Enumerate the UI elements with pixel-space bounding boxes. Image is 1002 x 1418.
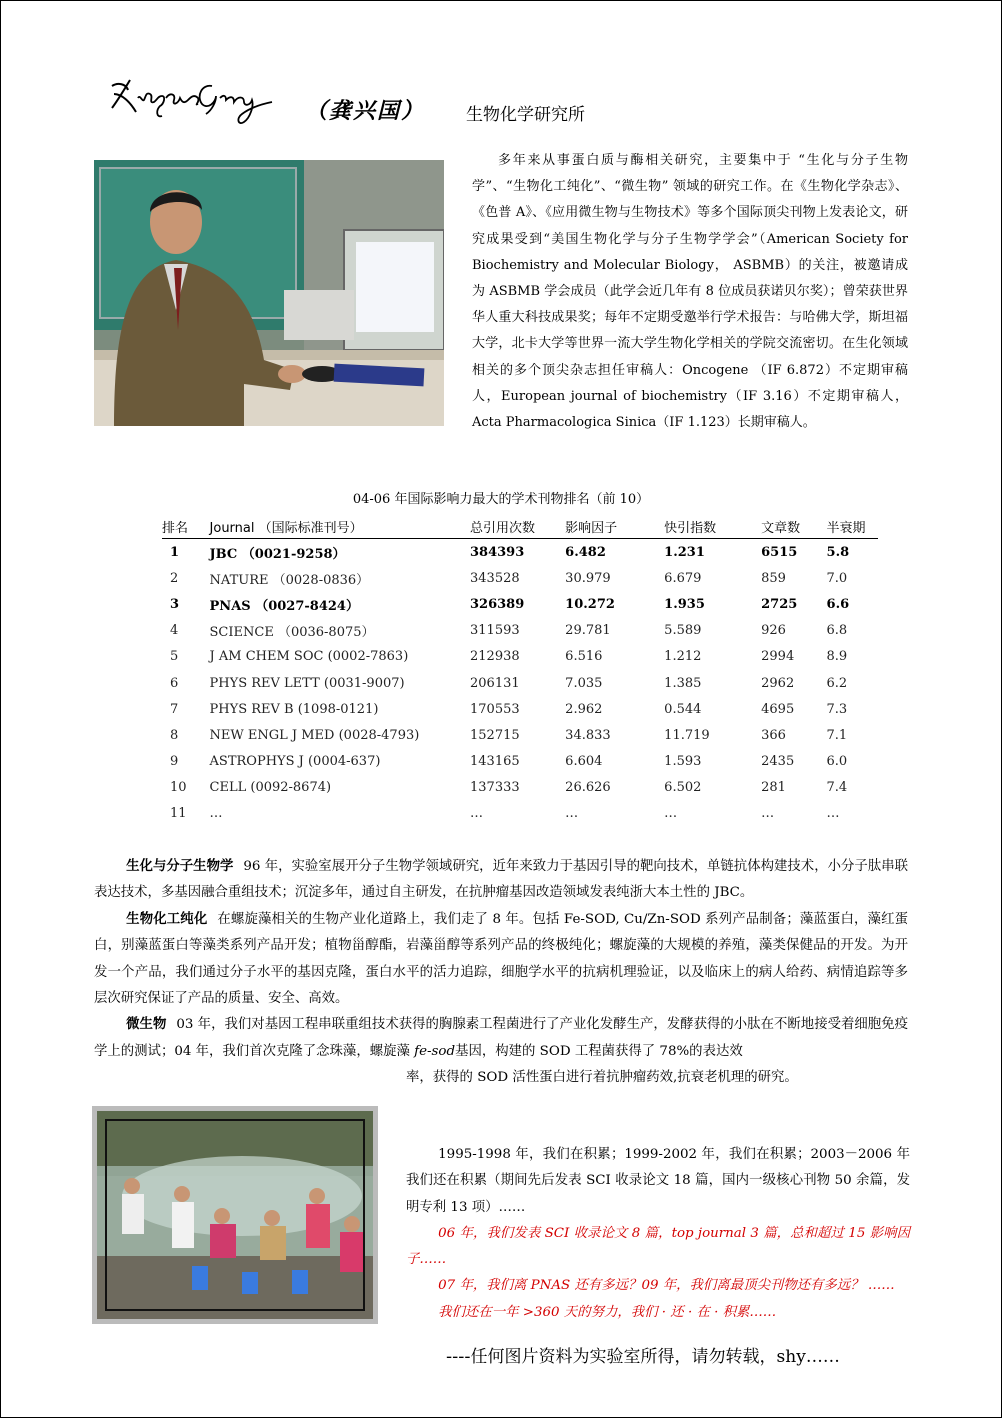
cell-journal: CELL (0092-8674) [209,780,332,796]
cell-immediacy: 6.679 [664,570,702,586]
table-row [162,722,878,748]
footer-tail: shy…… [776,1347,840,1367]
cell-half-life: … [826,806,840,822]
section-chemical [94,907,908,1013]
cell-articles: 6515 [761,544,798,560]
cell-articles: 2725 [761,596,798,612]
cell-impact-factor: 26.626 [565,780,611,796]
section-molecular [94,854,908,907]
cell-immediacy: 6.502 [664,780,702,796]
cell-impact-factor: 10.272 [565,596,615,612]
cell-citations: 170553 [470,701,520,717]
table-row [162,775,878,801]
cell-citations: 311593 [470,623,520,639]
cell-citations: 212938 [470,649,520,665]
cell-journal: J AM CHEM SOC (0002-7863) [209,649,409,665]
cell-impact-factor: 6.516 [565,649,603,665]
cell-rank: 7 [170,701,179,717]
cell-half-life: 7.1 [826,727,848,743]
history-highlight: 06 年，我们发表 SCI 收录论文 8 篇，top journal 3 篇，总和超过 15 影响因子…… [406,1225,910,1268]
cell-immediacy: 1.385 [664,675,702,691]
section-microbe-tail: 率，获得的 SOD 活性蛋白进行着抗肿瘤药效,抗衰老机理的研究。 [406,1070,798,1086]
cell-citations: 326389 [470,596,525,612]
cell-half-life: 8.9 [826,649,848,665]
group-photo [92,1106,378,1324]
cell-impact-factor: 7.035 [565,675,603,691]
intro-text: 多年来从事蛋白质与酶相关研究，主要集中于 “生化与分子生物学”、“生物化工纯化”、“微生物” 领域的研究工作。在《生物化学杂志》、《色普 A》、《应用微生物与生物技术》等多个国际顶尖刊物上发表论文，研究成果受到“美国生物化学与分子生物学学会”（American Society for Biochemistry and Molecular Biology， ASBMB）的关注，被邀请成为 ASBMB 学会成员（此学会近几年有 8 位成员获诺贝尔奖）；曾荣获世界华人重大科技成果奖；每年不定期受邀举行学术报告：与哈佛大学，斯坦福大学，北卡大学等世界一流大学生物化学相关的学院交流密切。在生化领域相关的多个顶尖杂志担任审稿人：Oncogene （IF 6.872）不定期审稿人，European journal of biochemistry（IF 3.16）不定期审稿人，Acta Pharmacologica Sinica（IF 1.123）长期审稿人。 [472,153,908,431]
table-row [162,644,878,670]
cell-journal: JBC （0021-9258） [209,546,346,562]
section-heading: 生物化工纯化 [126,911,208,927]
header-half-life: 半衰期 [827,514,878,539]
cell-journal: PHYS REV B (1098-0121) [209,701,379,717]
cell-articles: 2962 [761,675,795,691]
cell-articles: 2994 [761,649,795,665]
section-text: 03 年，我们对基因工程串联重组技术获得的胸腺素工程菌进行了产业化发酵生产，发酵获得的小肽在不断地接受着细胞免疫学上的测试；04 年，我们首次克隆了念珠藻，螺旋藻 [94,1017,909,1059]
header-rank: 排名 [162,514,210,539]
cell-journal: … [209,806,223,822]
journal-ranking-table [162,514,878,827]
section-microbe [94,1012,908,1065]
cell-articles: … [761,806,775,822]
cell-half-life: 6.2 [826,675,848,691]
history-block [406,1142,910,1326]
cell-articles: 859 [761,570,786,586]
section-text: 96 年，实验室展开分子生物学领域研究，近年来致力于基因引导的靶向技术，单链抗体构建技术，小分子肽串联表达技术，多基因融合重组技术；沉淀多年，通过自主研发，在抗肿瘤基因改造领域发表纯浙大本土性的 JBC。 [94,859,909,901]
cell-journal: ASTROPHYS J (0004-637) [209,754,381,770]
cell-rank: 4 [170,623,179,639]
copyright-footer [446,1342,840,1367]
cell-journal: NEW ENGL J MED (0028-4793) [209,727,420,743]
footer-text: ----任何图片资料为实验室所得，请勿转载， [446,1347,777,1367]
cell-journal: NATURE （0028-0836） [209,572,370,588]
cell-impact-factor: 2.962 [565,701,603,717]
table-row [162,565,878,591]
cell-articles: 926 [761,623,786,639]
cell-rank: 9 [170,754,179,770]
cell-immediacy: … [664,806,678,822]
section-heading: 生化与分子生物学 [126,859,234,874]
cell-journal: SCIENCE （0036-8075） [209,625,375,641]
table-row [162,801,878,827]
cell-rank: 8 [170,727,179,743]
research-sections [94,854,908,1092]
section-text: 基因，构建的 SOD 工程菌获得了 78%的表达效 [455,1043,743,1059]
cell-articles: 366 [761,727,786,743]
cell-impact-factor: 29.781 [565,623,611,639]
cell-rank: 3 [170,596,180,612]
header-impact-factor: 影响因子 [565,514,664,539]
cell-citations: … [470,806,483,822]
cell-citations: 206131 [470,675,520,691]
header-immediacy: 快引指数 [664,514,761,539]
header-articles: 文章数 [761,514,826,539]
institute-title: 生物化学研究所 [466,105,585,125]
table-row [162,618,878,644]
cell-citations: 152715 [470,727,520,743]
table-row [162,539,878,566]
cell-half-life: 6.6 [826,596,850,612]
ranking-title: 04-06 年国际影响力最大的学术刊物排名（前 10） [352,492,650,507]
handwritten-signature [108,72,298,124]
cell-immediacy: 0.544 [664,701,702,717]
cell-citations: 143165 [470,754,520,770]
history-highlight: 07 年，我们离 PNAS 还有多远？09 年，我们离最顶尖刊物还有多远？ …… [438,1278,895,1294]
cell-half-life: 7.3 [826,701,848,717]
portrait-photo [94,160,444,426]
cell-rank: 10 [170,780,187,796]
cell-immediacy: 1.593 [664,754,702,770]
table-header-row [162,514,878,539]
history-text: 1995-1998 年，我们在积累；1999-2002 年，我们在积累；2003－2006 年我们还在积累（期间先后发表 SCI 收录论文 18 篇，国内一级核心刊物 50 余篇，发明专利 13 项）…… [406,1147,910,1215]
cell-immediacy: 1.935 [664,596,705,612]
cell-immediacy: 1.231 [664,544,705,560]
cell-citations: 343528 [470,570,520,586]
table-row [162,696,878,722]
header-journal: Journal （国际标准刊号） [210,514,470,539]
cell-rank: 11 [170,806,187,822]
intro-paragraph [472,148,908,436]
cell-impact-factor: 6.604 [565,754,603,770]
section-text: 在螺旋藻相关的生物产业化道路上，我们走了 8 年。包括 Fe-SOD, Cu/Zn-SOD 系列产品制备；藻蓝蛋白，藻红蛋白，别藻蓝蛋白等藻类系列产品开发；植物甾醇酯，岩藻甾醇等系列产品的终极纯化；螺旋藻的大规模的养殖，藻类保健品的开发。为开发一个产品，我们通过分子水平的基因克隆，蛋白水平的活力追踪，细胞学水平的抗病机理验证，以及临床上的病人给药、病情追踪等多层次研究保证了产品的质量、安全、高效。 [94,911,909,1007]
cell-half-life: 6.8 [826,623,848,639]
cell-impact-factor: 6.482 [565,544,606,560]
history-highlight: 我们还在一年 >360 天的努力，我们 · 还 · 在 · 积累…… [438,1304,777,1320]
chinese-name: （龚兴国） [305,98,426,124]
table-row [162,670,878,696]
gene-name: fe-sod [414,1043,456,1059]
cell-immediacy: 1.212 [664,649,702,665]
cell-rank: 2 [170,570,179,586]
cell-half-life: 5.8 [826,544,850,560]
cell-journal: PNAS （0027-8424） [209,598,359,614]
table-body [162,539,878,828]
cell-articles: 4695 [761,701,795,717]
cell-impact-factor: 34.833 [565,727,611,743]
cell-half-life: 7.4 [826,780,848,796]
cell-half-life: 6.0 [826,754,848,770]
cell-articles: 281 [761,780,786,796]
cell-immediacy: 11.719 [664,727,710,743]
cell-rank: 6 [170,675,179,691]
cell-impact-factor: 30.979 [565,570,611,586]
cell-impact-factor: … [565,806,579,822]
cell-rank: 5 [170,649,179,665]
cell-articles: 2435 [761,754,795,770]
cell-half-life: 7.0 [826,570,848,586]
cell-immediacy: 5.589 [664,623,702,639]
table-row [162,749,878,775]
header-citations: 总引用次数 [470,514,565,539]
cell-journal: PHYS REV LETT (0031-9007) [209,675,405,691]
table-row [162,591,878,617]
cell-citations: 384393 [470,544,525,560]
cell-citations: 137333 [470,780,520,796]
cell-rank: 1 [170,544,180,560]
section-heading: 微生物 [126,1017,167,1033]
